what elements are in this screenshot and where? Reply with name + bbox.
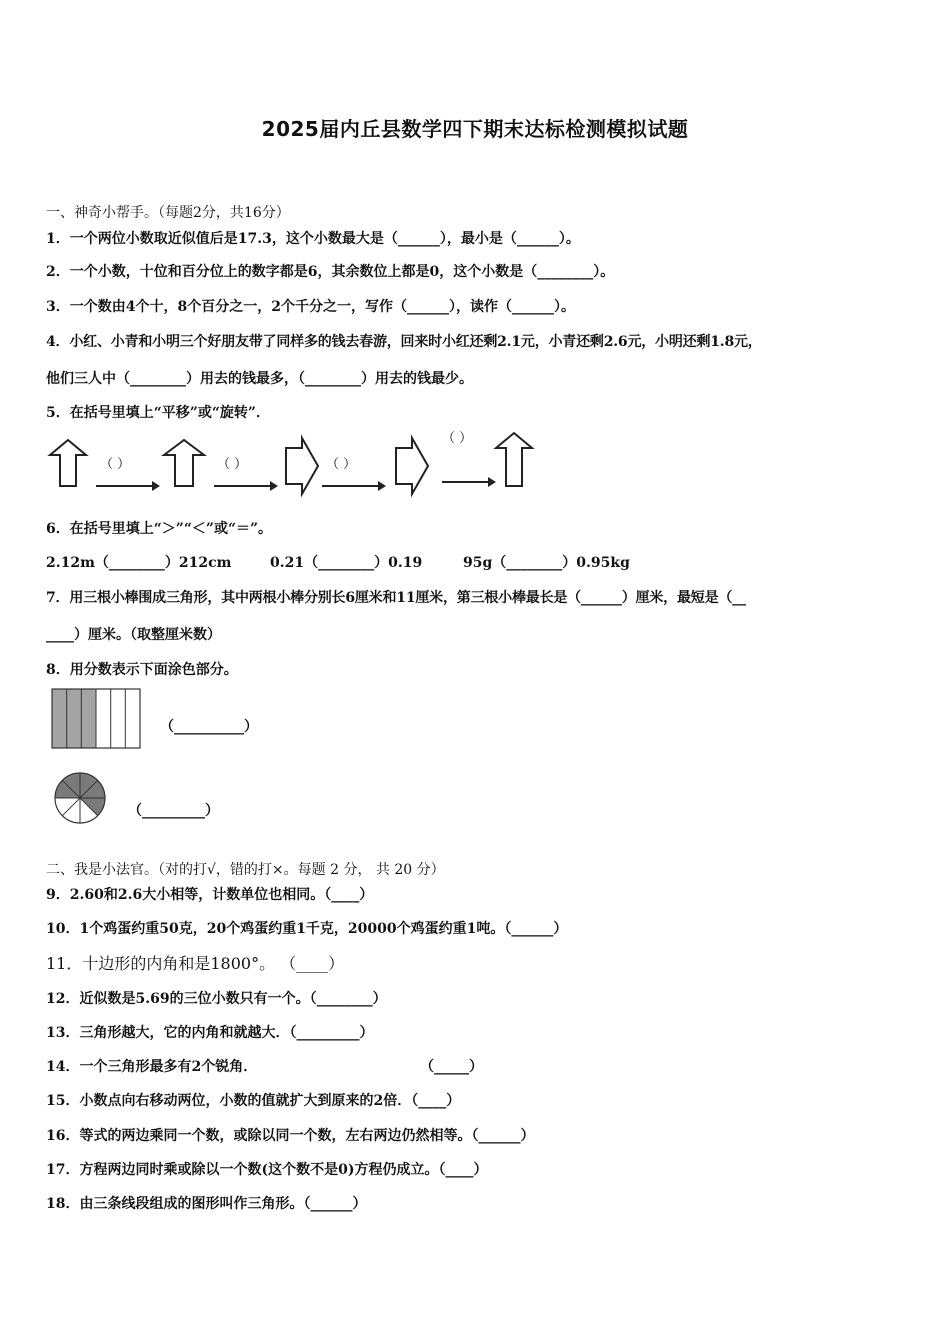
question-16: 16．等式的两边乘同一个数，或除以同一个数，左右两边仍然相等。（______）: [46, 1128, 535, 1144]
question-13: 13．三角形越大，它的内角和就越大．（_________）: [46, 1025, 374, 1041]
question-4-line1: 4．小红、小青和小明三个好朋友带了同样多的钱去春游，回来时小红还剩2.1元，小青还剩2.6元，小明还剩1.8元，: [46, 334, 762, 350]
up-arrow-shape: [50, 440, 86, 486]
question-17: 17．方程两边同时乘或除以一个数(这个数不是0)方程仍成立。（____）: [46, 1162, 488, 1178]
q5-figure: [44, 428, 544, 498]
question-9: 9．2.60和2.6大小相等，计数单位也相同。（____）: [46, 887, 374, 903]
question-7-line1: 7．用三根小棒围成三角形，其中两根小棒分别长6厘米和11厘米，第三根小棒最长是（______）厘米，最短是（__: [46, 590, 746, 606]
q8-blank-2: （_________）: [128, 803, 219, 819]
q5-blank-2: （ ）: [217, 457, 248, 472]
right-arrow-shape: [286, 438, 318, 494]
q5-blank-4: （ ）: [442, 431, 473, 446]
question-15: 15．小数点向右移动两位，小数的值就扩大到原来的2倍．（____）: [46, 1093, 461, 1109]
q8-blank-1: （__________）: [160, 719, 258, 735]
page-title: 2025届内丘县数学四下期末达标检测模拟试题: [261, 117, 689, 141]
question-6: 6．在括号里填上“＞”“＜”或“＝”。: [46, 521, 273, 537]
section1-header: 一、神奇小帮手。（每题2分，共16分）: [46, 205, 290, 221]
question-10: 10．1个鸡蛋约重50克，20个鸡蛋约重1千克，20000个鸡蛋约重1吨。（______）: [46, 921, 568, 937]
section2-header: 二、我是小法官。（对的打√，错的打×。每题 2 分， 共 20 分）: [46, 862, 445, 878]
question-18: 18．由三条线段组成的图形叫作三角形。（______）: [46, 1196, 367, 1212]
question-4-line2: 他们三人中（________）用去的钱最多，（________）用去的钱最少。: [46, 371, 473, 387]
q8-circle-figure: [54, 772, 106, 824]
q5-blank-1: （ ）: [100, 457, 131, 472]
question-1: 1．一个两位小数取近似值后是17.3，这个小数最大是（______），最小是（______）。: [46, 231, 580, 247]
q14-blank: （_____）: [420, 1059, 483, 1075]
right-arrow-shape: [396, 438, 428, 494]
question-2: 2．一个小数，十位和百分位上的数字都是6，其余数位上都是0，这个小数是（________）。: [46, 264, 615, 280]
question-14: 14．一个三角形最多有2个锐角．: [46, 1059, 258, 1075]
question-5: 5．在括号里填上“平移”或“旋转”．: [46, 405, 270, 421]
question-7-line2: ____）厘米。（取整厘米数）: [46, 627, 221, 643]
question-8: 8．用分数表示下面涂色部分。: [46, 662, 238, 678]
up-arrow-shape: [164, 440, 204, 486]
question-12: 12．近似数是5.69的三位小数只有一个。（________）: [46, 991, 387, 1007]
up-arrow-shape: [496, 433, 532, 486]
q8-rectangle-figure: [52, 689, 142, 749]
question-3: 3．一个数由4个十，8个百分之一，2个千分之一，写作（______），读作（______）。: [46, 299, 575, 315]
question-11: 11．十边形的内角和是1800°。 （____）: [46, 954, 345, 973]
q5-blank-3: （ ）: [326, 457, 357, 472]
q6-item-1: 2.12m（________）212cm: [46, 555, 232, 571]
q6-item-2: 0.21（________）0.19: [270, 555, 423, 571]
q6-item-3: 95g（________）0.95kg: [463, 555, 630, 571]
